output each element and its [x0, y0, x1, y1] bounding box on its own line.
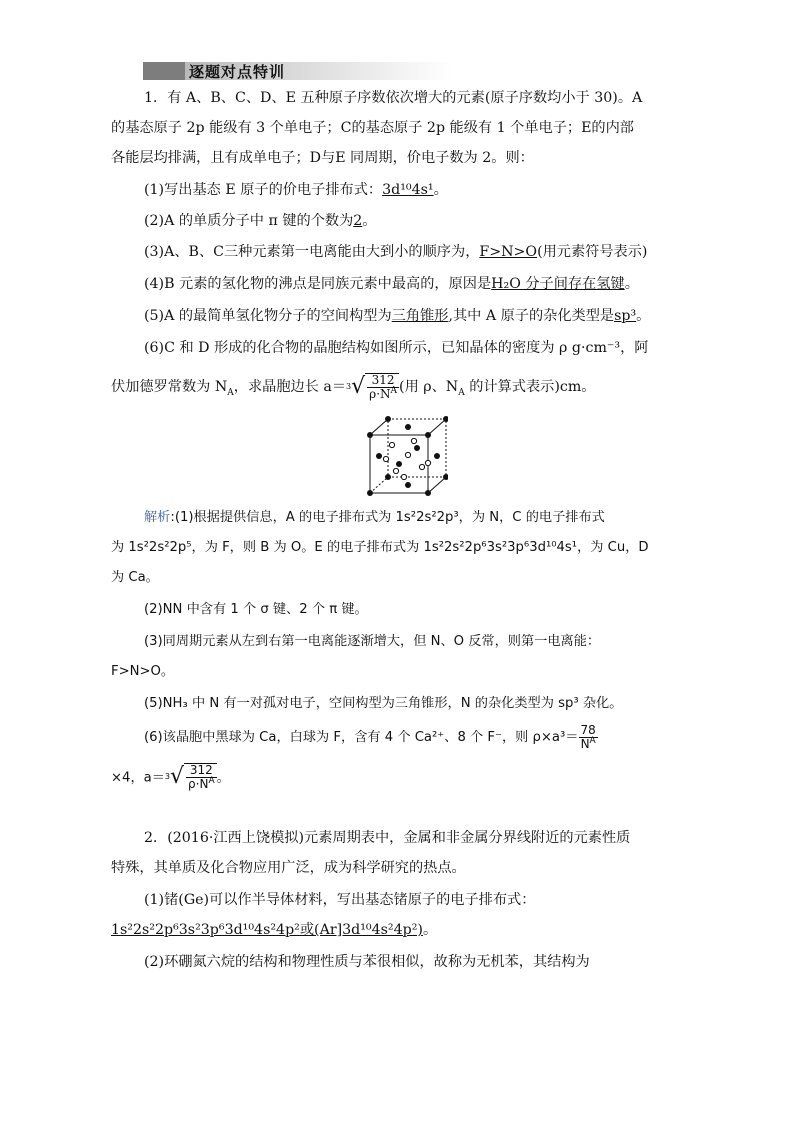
analysis-line-5: (3)同周期元素从左到右第一电离能逐渐增大，但 N、O 反常，则第一电离能：	[144, 634, 601, 649]
q1-part-2: (2)A 的单质分子中 π 键的个数为2。	[144, 213, 377, 229]
analysis-text-9: ×4，a＝	[111, 770, 165, 786]
q1-part-6-d: 的计算式表示)cm。	[464, 379, 596, 395]
q1-root-denominator: ρ·N	[369, 387, 391, 401]
analysis-line-8	[144, 722, 692, 754]
analysis-frac-denominator: N	[580, 736, 590, 751]
q1-root-numerator: 312	[367, 374, 399, 388]
q1-part-6-c: (用 ρ、N	[399, 379, 459, 395]
q2-part-1-answer-line	[111, 920, 691, 940]
q1-part-6-line-2: 伏加德罗常数为 $N_A$，求晶胞边长 a＝$^3$√ $\frac{312}{\rho\cdot N^A}$ (用 ρ、$N_A$ 的计算式表示)cm。	[111, 370, 691, 406]
q1-part-5-answer-2: sp³	[614, 308, 637, 324]
q2-part-1-end: 。	[422, 922, 438, 938]
analysis-line-7: (5)NH₃ 中 N 有一对孤对电子，空间构型为三角锥形，N 的杂化类型为 sp³ 杂化。	[144, 696, 623, 711]
analysis-line-1	[111, 508, 691, 528]
q1-stem-line-2: 的基态原子 2p 能级有 3 个单电子；C的基态原子 2p 能级有 1 个单电子；E的内部	[111, 120, 634, 136]
analysis-root-denominator: ρ·N	[188, 777, 209, 791]
q1-part-6-a: 伏加德罗常数为 N	[111, 379, 228, 395]
q2-stem-line-2: 特殊，其单质及化合物应用广泛，成为科学研究的热点。	[111, 860, 466, 876]
q1-stem-line-1: 1．有 A、B、C、D、E 五种原子序数依次增大的元素(原子序数均小于 30)。A	[144, 90, 643, 106]
q2-part-1: (1)锗(Ge)可以作半导体材料，写出基态锗原子的电子排布式：	[144, 892, 536, 908]
q1-part-2-answer: 2	[353, 213, 363, 229]
q1-part-3-tail: (用元素符号表示)	[537, 244, 648, 260]
q1-part-5-text: (5)A 的最简单氢化物分子的空间构型为	[144, 308, 392, 324]
q2-part-1-answer: 1s²2s²2p⁶3s²3p⁶3d¹⁰4s²4p²或(Ar]3d¹⁰4s²4p²)	[111, 922, 423, 938]
analysis-root-numerator: 312	[186, 764, 217, 778]
q1-part-1-text: (1)写出基态 E 原子的价电子排布式：	[144, 182, 383, 198]
q1-part-5-answer-1: 三角锥形	[391, 308, 449, 324]
analysis-line-4: (2)NN 中含有 1 个 σ 键、2 个 π 键。	[144, 602, 368, 617]
q2-stem-line-1: 2．(2016·江西上饶模拟)元素周期表中，金属和非金属分界线附近的元素性质	[144, 830, 631, 846]
banner-bar	[143, 62, 185, 80]
analysis-frac-numerator: 78	[580, 722, 596, 737]
q1-part-6: (6)C 和 D 形成的化合物的晶胞结构如图所示，已知晶体的密度为 ρ g·cm⁻³，阿	[144, 340, 649, 356]
q1-part-2-text: (2)A 的单质分子中 π 键的个数为	[144, 213, 354, 229]
q1-part-1: (1)写出基态 E 原子的价电子排布式：3d¹⁰4s¹。	[144, 182, 448, 198]
q1-stem-line-3: 各能层均排满，且有成单电子；D与E 同周期，价电子数为 2。则：	[111, 150, 534, 166]
q1-part-4: (4)B 元素的氢化物的沸点是同族元素中最高的，原因是H₂O 分子间存在氢键。	[144, 276, 639, 292]
q1-part-1-answer: 3d¹⁰4s¹	[382, 182, 434, 198]
analysis-line-9-end: 。	[216, 770, 230, 786]
analysis-text-1: :(1)根据提供信息，A 的电子排布式为 1s²2s²2p³，为 N，C 的电子排布式	[170, 510, 605, 525]
analysis-line-9	[111, 760, 691, 796]
q2-part-2: (2)环硼氮六烷的结构和物理性质与苯很相似，故称为无机苯，其结构为	[144, 954, 590, 970]
section-title: 逐题对点特训	[189, 63, 286, 81]
analysis-label: 解析	[144, 510, 171, 525]
analysis-text-8: (6)该晶胞中黑球为 Ca，白球为 F，含有 4 个 Ca²⁺、8 个 F⁻，则 ρ×a³＝	[144, 730, 579, 745]
analysis-line-2: 为 1s²2s²2p⁵，为 F，则 B 为 O。E 的电子排布式为 1s²2s²2p⁶3s²3p⁶3d¹⁰4s¹，为 Cu，D	[111, 540, 649, 555]
q1-part-5: (5)A 的最简单氢化物分子的空间构型为三角锥形,其中 A 原子的杂化类型是sp³。	[144, 308, 651, 324]
analysis-cube-root: $^3$√ $\frac{312}{\rho\cdot N^A}$	[164, 763, 215, 791]
q1-part-3-answer: F>N>O	[479, 244, 538, 260]
cube-root-expression: $^3$√ $\frac{312}{\rho\cdot N^A}$	[346, 373, 398, 401]
q1-part-5-mid: ,其中 A 原子的杂化类型是	[448, 308, 615, 324]
q1-part-6-b: ，求晶胞边长 a＝	[233, 379, 347, 395]
analysis-fraction: $\frac{78}{N^A}$	[580, 722, 596, 751]
section-banner	[143, 62, 455, 80]
q1-part-4-answer: H₂O 分子间存在氢键	[491, 276, 625, 292]
crystal-cell-figure	[366, 415, 448, 497]
q1-part-3	[144, 242, 692, 262]
analysis-line-3: 为 Ca。	[111, 570, 159, 585]
analysis-line-6: F>N>O。	[111, 664, 175, 679]
q1-part-3-text: (3)A、B、C三种元素第一电离能由大到小的顺序为，	[144, 244, 480, 260]
q1-part-4-text: (4)B 元素的氢化物的沸点是同族元素中最高的，原因是	[144, 276, 492, 292]
